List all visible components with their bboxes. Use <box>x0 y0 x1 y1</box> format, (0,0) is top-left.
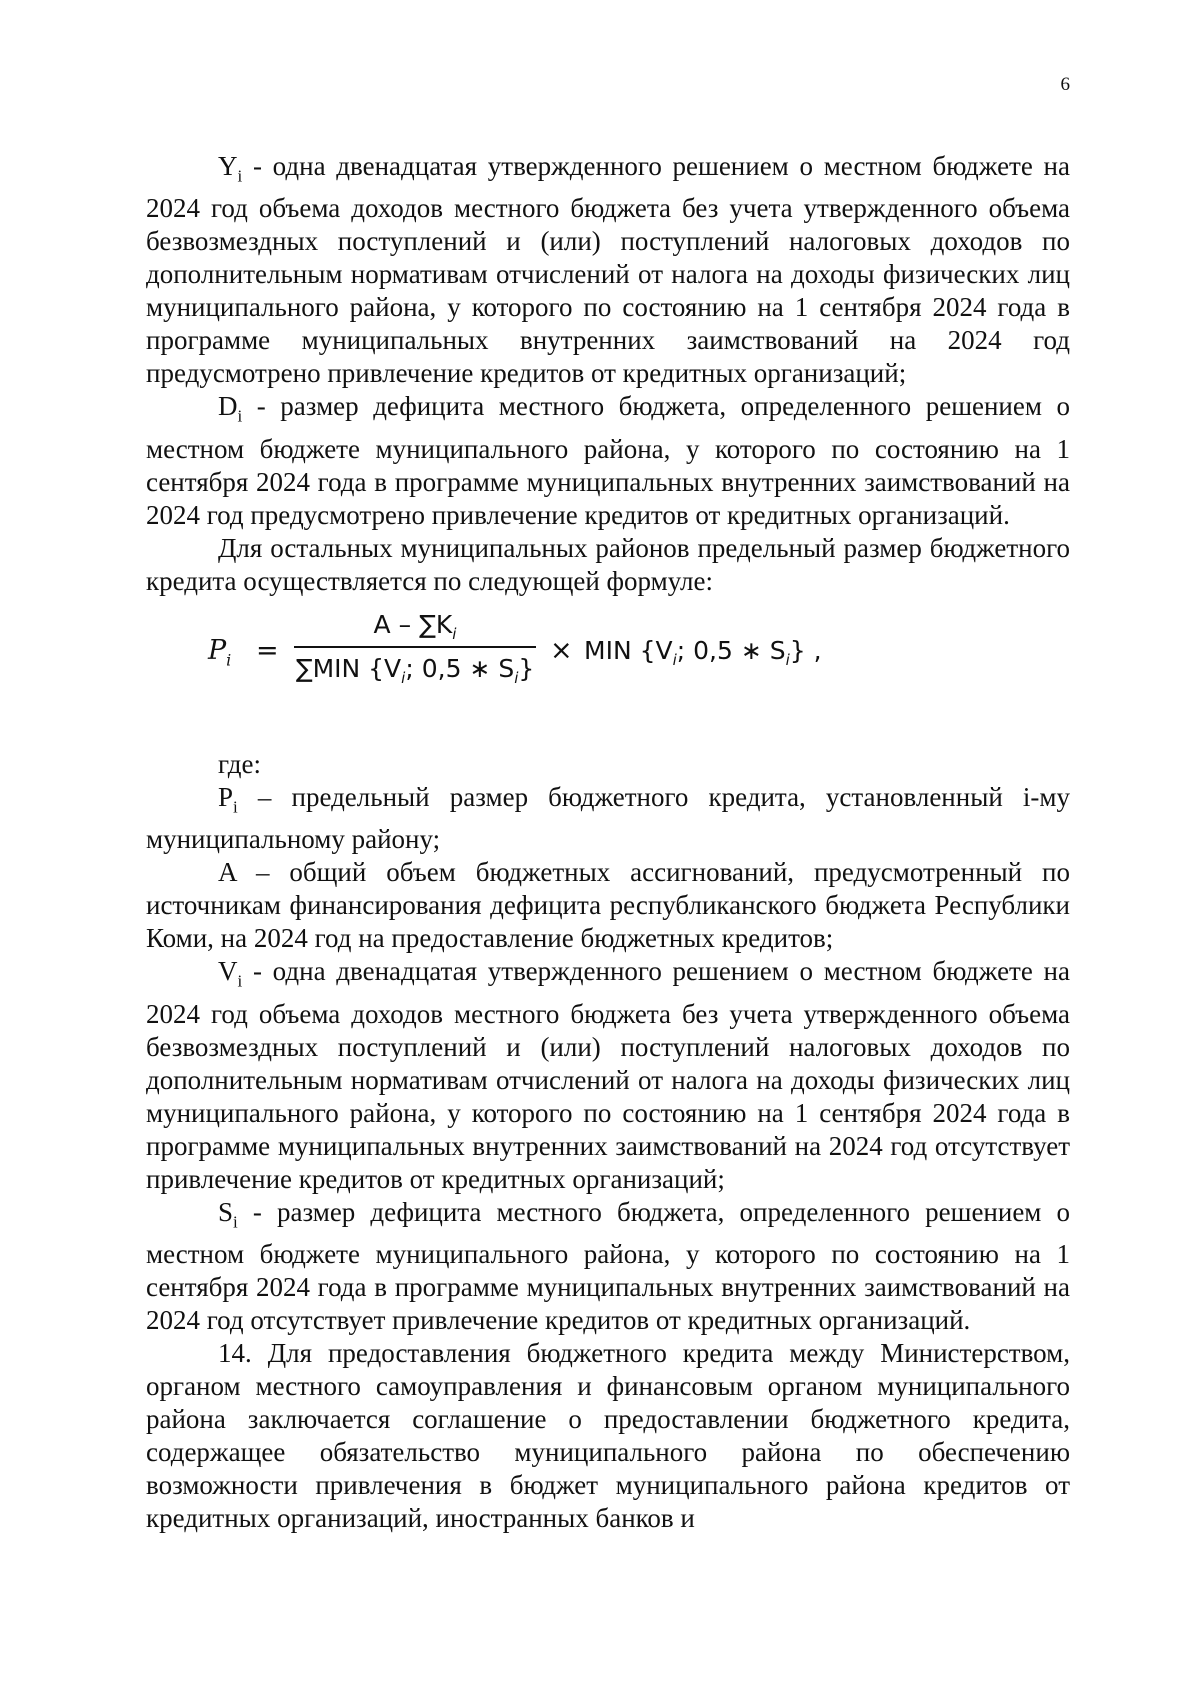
paragraph-text: - размер дефицита местного бюджета, определенного решением о местном бюджете муниципального района, у которого по состоянию на 1 сентября 2024 года в программе муниципальных внутренних заимствований на 2024 год отсутствует привлечение кредитов от кредитных организаций. <box>146 1196 1070 1335</box>
formula-rhs-end: } , <box>789 635 822 665</box>
paragraph-p-definition <box>146 781 1070 856</box>
document-body <box>146 150 1070 1535</box>
subscript-i: i <box>233 1211 238 1231</box>
paragraph-item-14 <box>146 1337 1070 1535</box>
formula-numerator-subscript: i <box>452 624 457 643</box>
paragraph-text: A – общий объем бюджетных ассигнований, предусмотренный по источникам финансирования дефицита республиканского бюджета Республики Коми, на 2024 год на предоставление бюджетных кредитов; <box>146 857 1070 954</box>
paragraph-y-definition <box>146 150 1070 390</box>
formula-rhs-mid: ; 0,5 ∗ S <box>676 635 786 665</box>
symbol-s: S <box>218 1196 234 1227</box>
paragraph-formula-intro <box>146 532 1070 598</box>
symbol-y: Y <box>218 151 238 181</box>
formula-numerator-text: A – ∑K <box>373 609 453 639</box>
paragraph-text: - размер дефицита местного бюджета, определенного решением о местном бюджете муниципального района, у которого по состоянию на 1 сентября 2024 года в программе муниципальных внутренних заимствований на 2024 год предусмотрено привлечение кредитов от кредитных организаций. <box>146 391 1070 530</box>
formula-rhs-sub-2: i <box>785 650 790 669</box>
formula-lhs-subscript: i <box>226 650 232 670</box>
symbol-d: D <box>218 391 238 422</box>
formula-denominator-text: ∑MIN {V <box>295 653 402 683</box>
paragraph-text: - одна двенадцатая утвержденного решением о местном бюджете на 2024 год объема доходов местного бюджета без учета утвержденного объема безвозмездных поступлений и (или) поступлений налоговых доходов по дополнительным нормативам отчислений от налога на доходы физических лиц муниципального района, у которого по состоянию на 1 сентября 2024 года в программе муниципальных внутренних заимствований на 2024 год предусмотрено привлечение кредитов от кредитных организаций; <box>146 151 1070 389</box>
page-number: 6 <box>1060 74 1070 95</box>
formula-denominator-mid: ; 0,5 ∗ S <box>405 653 515 683</box>
subscript-i: i <box>237 406 243 426</box>
paragraph-v-definition <box>146 955 1070 1195</box>
formula-lhs-symbol: P <box>208 634 227 666</box>
formula-denominator <box>294 652 536 686</box>
symbol-p: P <box>218 781 234 812</box>
formula-lhs <box>208 634 231 676</box>
fraction-bar <box>294 646 536 648</box>
paragraph-text: 14. Для предоставления бюджетного кредита между Министерством, органом местного самоуправления и финансовым органом муниципального района заключается соглашение о предоставлении бюджетного кредита, содержащее обязательство муниципального района по обеспечению возможности привлечения в бюджет муниципального района кредитов от кредитных организаций, иностранных банков и <box>146 1337 1070 1533</box>
formula-equals: = <box>256 634 279 666</box>
paragraph-text: - одна двенадцатая утвержденного решением о местном бюджете на 2024 год объема доходов местного бюджета без учета утвержденного объема безвозмездных поступлений и (или) поступлений налоговых доходов по дополнительным нормативам отчислений от налога на доходы физических лиц муниципального района, у которого по состоянию на 1 сентября 2024 года в программе муниципальных внутренних заимствований на 2024 год отсутствует привлечение кредитов от кредитных организаций; <box>146 956 1070 1194</box>
formula-denominator-sub-1: i <box>401 668 406 687</box>
credit-limit-formula <box>146 598 1070 748</box>
formula-rhs-sub-1: i <box>672 650 677 669</box>
paragraph-text: Для остальных муниципальных районов предельный размер бюджетного кредита осуществляется по следующей формуле: <box>146 532 1070 596</box>
formula-times: × <box>550 634 573 666</box>
subscript-i: i <box>237 166 243 186</box>
formula-denominator-sub-2: i <box>514 668 519 687</box>
formula-fraction <box>294 608 536 686</box>
formula-numerator <box>294 608 536 642</box>
paragraph-s-definition <box>146 1196 1070 1337</box>
paragraph-a-definition <box>146 856 1070 955</box>
formula-denominator-end: } <box>518 653 535 683</box>
formula-rhs-text: MIN {V <box>584 635 673 665</box>
symbol-v: V <box>218 956 238 987</box>
where-label: где: <box>218 748 261 779</box>
paragraph-text: – предельный размер бюджетного кредита, установленный i-му муниципальному району; <box>146 781 1070 855</box>
subscript-i: i <box>237 971 243 991</box>
paragraph-d-definition <box>146 390 1070 531</box>
subscript-i: i <box>233 797 238 817</box>
formula-rhs <box>584 634 822 677</box>
